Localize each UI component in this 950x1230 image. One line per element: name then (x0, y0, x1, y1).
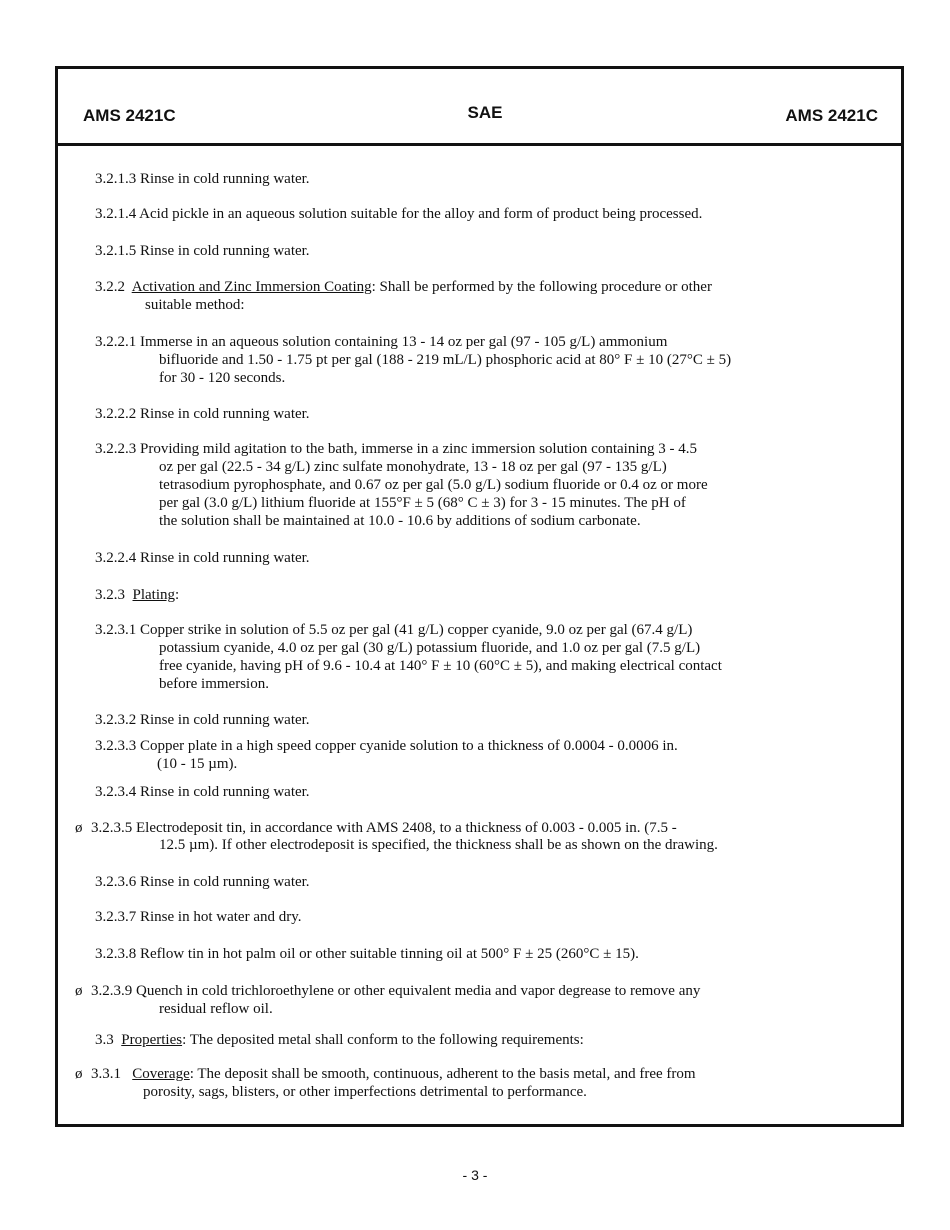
header-doc-number-right: AMS 2421C (785, 106, 878, 125)
change-marker: ø (75, 820, 83, 836)
para-3-2-2-3-line3: tetrasodium pyrophosphate, and 0.67 oz per gal (5.0 g/L) sodium fluoride or 0.4 oz or more (159, 477, 708, 493)
para-3-3 (95, 1031, 584, 1049)
para-3-2-3-1-line2: potassium cyanide, 4.0 oz per gal (30 g/L) potassium fluoride, and 1.0 oz per gal (7.5 g/L) (159, 640, 701, 656)
section-text: : The deposit shall be smooth, continuous, adherent to the basis metal, and free from (189, 1066, 696, 1082)
para-3-2-3-9-line2: residual reflow oil. (159, 1001, 273, 1017)
para-3-2-2-3-line4: per gal (3.0 g/L) lithium fluoride at 155°F ± 5 (68° C ± 3) for 3 - 15 minutes. The pH of (159, 495, 686, 511)
para-3-2-3-1-line3: free cyanide, having pH of 9.6 - 10.4 at 140° F ± 10 (60°C ± 5), and making electrical contact (159, 658, 722, 674)
para-3-2-1-4: 3.2.1.4 Acid pickle in an aqueous solution suitable for the alloy and form of product being processed. (95, 206, 703, 222)
para-3-2-3-5-line1: 3.2.3.5 Electrodeposit tin, in accordance with AMS 2408, to a thickness of 0.003 - 0.005 in. (7.5 - (91, 820, 677, 836)
change-marker: ø (75, 1066, 83, 1082)
change-marker: ø (75, 983, 83, 999)
para-3-2-3-8: 3.2.3.8 Reflow tin in hot palm oil or other suitable tinning oil at 500° F ± 25 (260°C ± 15). (95, 946, 639, 962)
section-text: : The deposited metal shall conform to the following requirements: (182, 1032, 584, 1048)
section-title: Plating (132, 587, 176, 603)
header-divider (55, 143, 904, 146)
para-3-2-3-4: 3.2.3.4 Rinse in cold running water. (95, 784, 310, 800)
para-3-2-2-3-line2: oz per gal (22.5 - 34 g/L) zinc sulfate monohydrate, 13 - 18 oz per gal (97 - 135 g/L) (159, 459, 667, 475)
page-frame (55, 66, 904, 1127)
section-number: 3.3.1 (91, 1066, 121, 1082)
section-number: 3.3 (95, 1032, 114, 1048)
para-3-2-2-1-line2: bifluoride and 1.50 - 1.75 pt per gal (188 - 219 mL/L) phosphoric acid at 80° F ± 10 (27°C ± 5) (159, 352, 732, 368)
section-number: 3.2.2 (95, 279, 125, 295)
para-3-2-3-1-line1: 3.2.3.1 Copper strike in solution of 5.5 oz per gal (41 g/L) copper cyanide, 9.0 oz per gal (67.4 g/L) (95, 622, 693, 638)
para-3-2-3-5-line2: 12.5 µm). If other electrodeposit is specified, the thickness shall be as shown on the drawing. (159, 837, 718, 853)
para-3-3-1-line1 (91, 1065, 696, 1083)
para-3-2-3-7: 3.2.3.7 Rinse in hot water and dry. (95, 909, 302, 925)
para-3-2-3-2: 3.2.3.2 Rinse in cold running water. (95, 712, 310, 728)
para-3-2-2-2: 3.2.2.2 Rinse in cold running water. (95, 406, 310, 422)
section-text: : (175, 587, 180, 603)
section-title: Coverage (132, 1066, 190, 1082)
para-3-2-3 (95, 586, 179, 604)
para-3-2-2-line2: suitable method: (145, 297, 245, 313)
para-3-3-1-line2: porosity, sags, blisters, or other imperfections detrimental to performance. (143, 1084, 587, 1100)
page-number: - 3 - (462, 1167, 488, 1183)
para-3-2-2-3-line1: 3.2.2.3 Providing mild agitation to the bath, immerse in a zinc immersion solution containing 3 - 4.5 (95, 441, 697, 457)
section-title: Activation and Zinc Immersion Coating (131, 279, 372, 295)
header-doc-number-left: AMS 2421C (83, 106, 176, 125)
header-org: SAE (467, 103, 503, 122)
para-3-2-3-3-line2: (10 - 15 µm). (157, 756, 238, 772)
section-title: Properties (121, 1032, 183, 1048)
para-3-2-1-3: 3.2.1.3 Rinse in cold running water. (95, 171, 310, 187)
para-3-2-2-3-line5: the solution shall be maintained at 10.0 - 10.6 by additions of sodium carbonate. (159, 513, 641, 529)
section-text: : Shall be performed by the following procedure or other (371, 279, 712, 295)
para-3-2-3-3-line1: 3.2.3.3 Copper plate in a high speed copper cyanide solution to a thickness of 0.0004 - 0.0006 in. (95, 738, 678, 754)
para-3-2-3-6: 3.2.3.6 Rinse in cold running water. (95, 874, 310, 890)
para-3-2-2-4: 3.2.2.4 Rinse in cold running water. (95, 550, 310, 566)
para-3-2-3-1-line4: before immersion. (159, 676, 269, 692)
para-3-2-3-9-line1: 3.2.3.9 Quench in cold trichloroethylene or other equivalent media and vapor degrease to remove any (91, 983, 701, 999)
para-3-2-2 (95, 278, 712, 296)
para-3-2-1-5: 3.2.1.5 Rinse in cold running water. (95, 243, 310, 259)
section-number: 3.2.3 (95, 587, 125, 603)
para-3-2-2-1-line3: for 30 - 120 seconds. (159, 370, 286, 386)
para-3-2-2-1-line1: 3.2.2.1 Immerse in an aqueous solution containing 13 - 14 oz per gal (97 - 105 g/L) ammonium (95, 334, 668, 350)
